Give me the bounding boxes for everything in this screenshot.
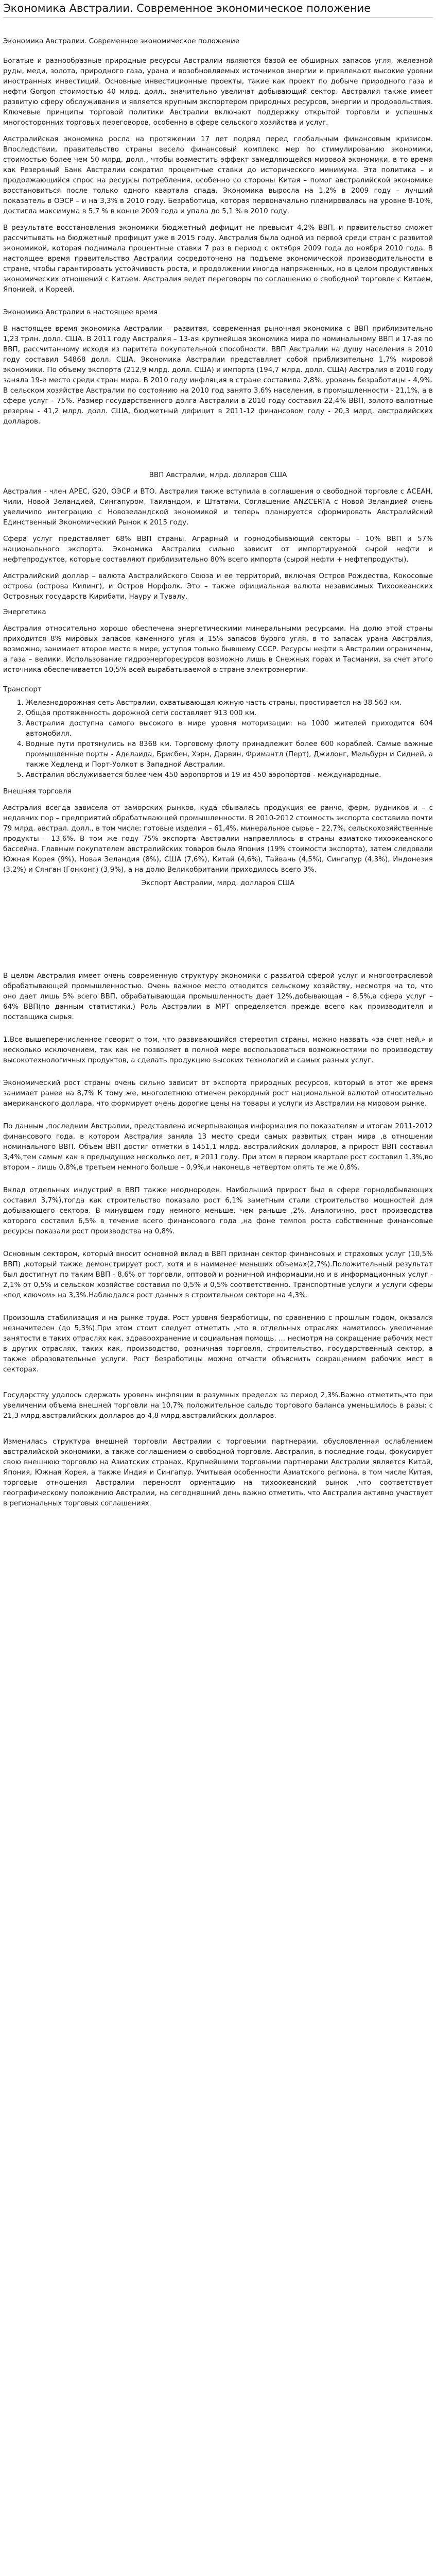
paragraph-currency: Австралийский доллар – валюта Австралийского Союза и ее территорий, включая Остров Рождества, Кокосовые острова (острова Килинг), и Остров Норфолк. Это – также официальная валюта независимых Тихоокеанских Островных государств Кирибати, Науру и Тувалу. <box>3 572 433 601</box>
paragraph-labor-market: Произошла стабилизация и на рынке труда. Рост уровня безработицы, по сравнению с прошлым годом, оказался незначителен (до 5,3%).При этом стоит следует отметить ,что в отдельных отраслях наметилось увеличение занятости в таких отраслях как, здравоохранение и социальная помощь, ... несмотря на сокращение рабочих мест в других отраслях, таких как, производство, розничная торговля, строительство, государственный сектор, а также образовательные услуги. Рост безработицы можно отчасти объяснить сокращением рабочих мест в секторах. <box>3 1314 433 1374</box>
spacer <box>3 1421 433 1436</box>
list-item: 1. Железнодорожная сеть Австралии, охватывающая южную часть страны, простирается на 38 563 км. <box>26 698 433 708</box>
paragraph-growth: Австралийская экономика росла на протяжении 17 лет подряд перед глобальным финансовым кризисом. Впоследствии, правительство страны весело финансовый комплекс мер по стимулированию экономики, стоимостью более чем 50 млрд. долл., чтобы возместить эффект замедляющейся мировой экономики, в то время как Резервный Банк Австралии сократил процентные ставки до исторического минимума. Эта политика – и продолжающийся спрос на ресурсы потребления, особенно со стороны Китая – помог австралийской экономике восстановиться после только одного квартала спада. Экономика выросла на 1,2% в 2009 году – лучший показатель в ОЭСР – и на 3,3% в 2010 году. Безработица, которая первоначально планировалась на уровне 8-10%, достигла максимума в 5,7 % в конце 2009 года и упала до 5,1 % в 2010 году. <box>3 135 433 215</box>
section-heading-trade: Внешняя торговля <box>3 787 72 795</box>
paragraph-recovery: В результате восстановления экономики бюджетный дефицит не превысит 4,2% ВВП, и правительство сможет рассчитывать на бюджетный профицит уже в 2015 году. Австралия была одной из первой среди стран с развитой экономикой, которая поднимала процентные ставки 7 раз в период с октября 2009 года до ноября 2010 года. В настоящее время правительство Австралии сосредоточено на подъеме экономической производительности в стране, чтобы гарантировать устойчивость роста, и продолжении иногда напряженных, но в целом продуктивных экономических отношений с Китаем. Австралия ведет переговоры по соглашению о свободной торговле с Китаем, Японией, и Кореей. <box>3 224 433 294</box>
export-chart-caption: Экспорт Австралии, млрд. долларов США <box>141 879 295 887</box>
page-title: Экономика Австралии. Современное экономическое положение <box>3 1 433 18</box>
page <box>0 1 436 1509</box>
export-chart-area <box>3 888 433 971</box>
paragraph-trade: Австралия всегда зависела от заморских рынков, куда сбывалась продукция ее ранчо, ферм, рудников и – с недавних пор – предприятий обрабатывающей промышленности. В 2010-2012 стоимость экспорта составила почти 79 млрд. австрал. долл., в том числе: готовые изделия – 61,4%, минеральное сырье – 22,7%, сельскохозяйственные продукты – 13,6%. В том же году 75% экспорта Австралии направлялось в страны азиатско-тихоокеанского бассейна. Главным покупателем австралийских товаров была Япония (19% стоимости экспорта), затем следовали Южная Корея (9%), Новая Зеландия (8%), США (7,6%), Китай (4,6%), Тайвань (4,5%), Сингапур (4,3%), Индонезия (3,2%) и Сянган (Гонконг) (3,9%), а на долю Великобритании приходилось всего 3%. <box>3 804 433 874</box>
article-body <box>3 36 433 1509</box>
section-heading-transport: Транспорт <box>3 685 42 693</box>
paragraph-inflation: Государству удалось сдержать уровень инфляции в разумных пределах за период 2,3%.Важно отметить,что при увеличении объема внешней торговли на 10,7% положительное сальдо торгового баланса уменьшилось в разы: с 21,3 млрд.австралийских долларов до 4,8 млрд.австралийских долларов. <box>3 1391 433 1420</box>
list-item: 5. Австралия обслуживается более чем 450 аэропортов и 19 из 450 аэропортов - международные. <box>26 770 433 780</box>
section-heading-energy: Энергетика <box>3 608 46 616</box>
list-item: 2. Общая протяженность дорожной сети составляет 913 000 км. <box>26 708 433 718</box>
paragraph-export-dependence: Экономический рост страны очень сильно зависит от экспорта природных ресурсов, который в этот же время занимает ранее на 8,7% К тому же, многолетнюю отмечен рекордный рост национальной валютой относительно американского доллара, что формирует очень дорогие цены на товары и услуги из Австралии на мировом рынке. <box>3 1079 433 1108</box>
article-subtitle: Экономика Австралии. Современное экономическое положение <box>3 37 240 45</box>
paragraph-stereotype: 1.Все вышеперечисленное говорит о том, что развивающийся стереотип страны, можно назвать «за счет ней,» и несколько исключением, так как не позволяет в полной мере воспользоваться возможностями по производству высокотехнологичных продуктов, а сделать продукцию высоких технологий и самых разных услуг. <box>3 1036 433 1064</box>
paragraph-energy: Австралия относительно хорошо обеспечена энергетическими минеральными ресурсами. На долю этой страны приходится 8% мировых запасов каменного угля и 15% запасов бурого угля, в то запасах урана Австралия, возможно, занимает второе место в мире, уступая только бывшему СССР. Ресурсы нефти в Австралии ограничены, а газа – велики. Использование гидроэнергоресурсов возможно лишь в Снежных горах и Тасмании, за счет этого источника обеспечивается 10,5% всей вырабатываемой в стране электроэнергии. <box>3 624 433 674</box>
gdp-chart-caption: ВВП Австралии, млрд. долларов США <box>149 471 287 479</box>
list-item: 4. Водные пути протянулись на 8368 км. Торговому флоту принадлежит более 600 кораблей. Самые важные промышленные порты - Аделаида, Брисбен, Хэрн, Дарвин, Фримантл (Перт), Джилонг, Мельбурн и Сидней, а также Хедленд и Порт-Уолкот в Западной Австралии. <box>26 739 433 770</box>
transport-list <box>3 698 433 780</box>
spacer <box>3 1375 433 1390</box>
paragraph-structure: В целом Австралия имеет очень современную структуру экономики с развитой сферой услуг и многоотраслевой обрабатывающей промышленностью. Очень важное место отводится сельскому хозяйству, несмотря на то, что оно дает лишь 5% всего ВВП, обрабатывающая промышленность дает 12%,добывающая – 8,5%,а сфера услуг – 64% ВВП(по данным статистики.) Роль Австралии в МРТ определяется прежде всего как производителя и поставщика сырья. <box>3 972 433 1021</box>
paragraph-current-economy: В настоящее время экономика Австралии – развитая, современная рыночная экономика с ВВП приблизительно 1,23 трлн. долл. США. В 2011 году Австралия – 13-ая крупнейшая экономика мира по номинальному ВВП и 17-ая по ВВП, рассчитанному исходя из паритета покупательной способности. ВВП Австралии на душу населения в 2010 году составил 54868 долл. США. Экономика Австралии представляет собой приблизительно 1,7% мировой экономики. По объему экспорта (212,9 млрд. долл. США) и импорта (194,7 млрд. долл. США) Австралия в 2010 году заняла 19-е место среди стран мира. В 2010 году инфляция в стране составила 2,8%, уровень безработицы - 4,9%. В сельском хозяйстве Австралии по состоянию на 2010 год занято 3,6% населения, в промышленности - 21,1%, а в сфере услуг - 75%. Размер государственного долга Австралии в 2010 году составил 22,4% ВВП, золото-валютные резервы - 41,2 млрд. долл. США, бюджетный дефицит в 2011-12 финансовом году - 20,3 млрд. австралийских долларов. <box>3 325 433 426</box>
paragraph-membership: Австралия - член APEC, G20, ОЭСР и ВТО. Австралия также вступила в соглашения о свободной торговле с АСЕАН, Чили, Новой Зеландией, Сингапуром, Таиландом, и Штатами. Соглашение ANZCERTA с Новой Зеландией очень увеличило интеграцию с Новозеландской экономикой и теперь планируется сформировать Австралийский Единственный Экономический Рынок к 2015 году. <box>3 487 433 527</box>
paragraph-trade-structure: Изменилась структура внешней торговли Австралии с торговыми партнерами, обусловленная ослаблением австралийской экономики, а также соглашением о свободной торговле. Австралия, в последние годы, фокусирует свою внешнюю торговлю на Азиатских странах. Крупнейшими торговыми партнерами Австралии является Китай, Япония, Южная Корея, а также Индия и Сингапур. Учитывая особенности Азиатского региона, в том числе Китая, торговые отношения Австралии переносят ориентацию на тихоокеанский рынок ,что соответствует географическому положению Австралии, на сегодняшний день важно отметить, что Австралия активно участвует в региональных торговых соглашениях. <box>3 1437 433 1507</box>
paragraph-latest-data: По данным ,последним Австралии, представлена исчерпывающая информация по показателям и итогам 2011-2012 финансового года, в котором Австралия заняла 13 место среди самых развитых стран мира ,в отношении номинального ВВП. Объем ВВП достиг отметки в 1451,1 млрд. австралийских долларов, а прирост ВВП составил 3,4%,тем самым как в предыдущие несколько лет, в 2011 году. При этом в первом квартале рост составил 1,3%,во втором – лишь 0,8%,в третьем немного больше – 0,9%,и наконец,в четвертом опять те же 0,8%. <box>3 1122 433 1172</box>
paragraph-resources: Богатые и разнообразные природные ресурсы Австралии являются базой ее обширных запасов угля, железной руды, меди, золота, природного газа, урана и возобновляемых источников энергии и привлекают высокие уровни иностранных инвестиций. Основные инвестиционные проекты, такие как проект по добыче природного газа и нефти Gorgon стоимостью 40 млрд. долл., значительно увеличат добывающий сектор. Австралия также имеет развитую сферу обслуживания и является крупным экспортером природных ресурсов, энергии и продовольствия. Ключевые принципы торговой политики Австралии включают поддержку открытой торговли и успешных многосторонних торговых переговоров, особенно в сфере сельского хозяйства и услуг. <box>3 57 433 127</box>
list-item: 3. Австралия доступна самого высокого в мире уровня моторизации: на 1000 жителей приходится 604 автомобиля. <box>26 718 433 739</box>
section-heading-current: Экономика Австралии в настоящее время <box>3 308 158 316</box>
paragraph-industries: Вклад отдельных индустрий в ВВП также неоднороден. Наибольший прирост был в сфере горнодобывающих составил 3,7%),тогда как строительство показало рост 6,1% заметным стали строительство мощностей для добывающего сектора. В минувшем году немного меньше, чем раньше ,2%. Аналогично, рост производства которого составил 6,5% в течение всего финансового года ,на фоне темпов роста собственные финансовые ресурсы показали рост производства на 0,8%. <box>3 1186 433 1235</box>
paragraph-services: Сфера услуг представляет 68% ВВП страны. Аграрный и горнодобывающий секторы – 10% ВВП и 57% национального экспорта. Экономика Австралии сильно зависит от импортируемой сырой нефти и нефтепродуктов, которые составляют приблизительно 80% всего импорта (сырой нефти + нефтепродукты). <box>3 535 433 564</box>
paragraph-finance-sector: Основным сектором, который вносит основной вклад в ВВП признан сектор финансовых и страховых услуг (10,5% ВВП) ,который также демонстрирует рост, хотя и в наименее меньших объемах(2,7%).Положительный результат был достигнут по таким ВВП - 8,6% от торговли, оптовой и розничной информации,но и в информационных услуг - 2,1% от 0,5% и сельском хозяйстве составил по 0,5% и 0,5% соответственно. Транспортные услуги и услуги сферы «под ключом» на 3,3%.Наблюдался рост данных в строительном секторе на 4,3%. <box>3 1250 433 1299</box>
